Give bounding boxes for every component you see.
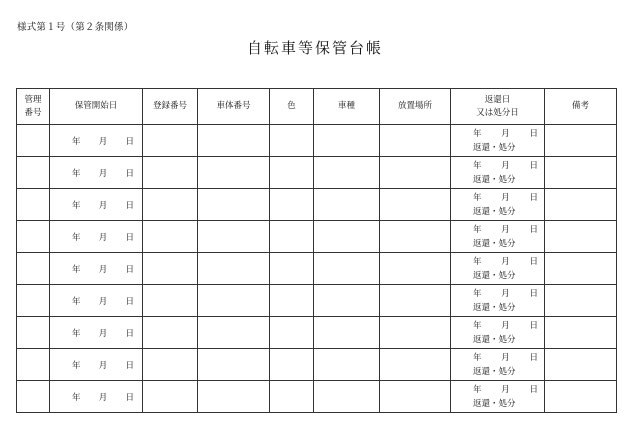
year-label: 年 [72, 232, 81, 243]
storage-start-date-cell[interactable] [50, 381, 143, 413]
month-label: 月 [501, 288, 510, 299]
month-label: 月 [98, 168, 108, 179]
header-return-line1: 返還日 [484, 94, 511, 105]
return-disposal-text: 返還・処分 [473, 206, 516, 217]
vehicle-type-cell[interactable] [314, 349, 380, 381]
month-label: 月 [98, 136, 108, 147]
body-number-cell[interactable] [198, 125, 270, 157]
management-number-cell[interactable] [17, 349, 50, 381]
return-disposal-text: 返還・処分 [473, 334, 516, 345]
month-label: 月 [501, 128, 510, 139]
vehicle-type-cell[interactable] [314, 125, 380, 157]
year-label: 年 [473, 128, 482, 139]
remarks-cell[interactable] [545, 189, 617, 221]
header-vehicle-type: 車種 [314, 89, 380, 125]
return-disposal-text: 返還・処分 [473, 270, 516, 281]
header-management-number-line1: 管理 [24, 94, 42, 105]
month-label: 月 [98, 232, 108, 243]
header-color: 色 [270, 89, 314, 125]
header-management-number-line2: 番号 [24, 107, 42, 118]
month-label: 月 [501, 320, 510, 331]
day-label: 日 [125, 296, 134, 307]
return-disposal-text: 返還・処分 [473, 142, 516, 153]
abandoned-place-cell[interactable] [380, 221, 451, 253]
day-label: 日 [529, 320, 538, 331]
header-row [17, 89, 617, 125]
year-label: 年 [473, 384, 482, 395]
year-label: 年 [72, 264, 81, 275]
year-label: 年 [72, 360, 81, 371]
color-cell[interactable] [270, 317, 314, 349]
storage-start-date-cell[interactable] [50, 317, 143, 349]
management-number-cell[interactable] [17, 125, 50, 157]
day-label: 日 [125, 392, 134, 403]
body-number-cell[interactable] [198, 157, 270, 189]
color-cell[interactable] [270, 157, 314, 189]
day-label: 日 [125, 360, 134, 371]
body-number-cell[interactable] [198, 317, 270, 349]
body-number-cell[interactable] [198, 381, 270, 413]
registration-number-cell[interactable] [143, 349, 198, 381]
remarks-cell[interactable] [545, 221, 617, 253]
ledger-body [17, 125, 617, 413]
management-number-cell[interactable] [17, 253, 50, 285]
vehicle-type-cell[interactable] [314, 253, 380, 285]
remarks-cell[interactable] [545, 317, 617, 349]
management-number-cell[interactable] [17, 317, 50, 349]
month-label: 月 [501, 224, 510, 235]
header-body-number: 車体番号 [198, 89, 270, 125]
year-label: 年 [473, 320, 482, 331]
year-label: 年 [72, 168, 81, 179]
management-number-cell[interactable] [17, 285, 50, 317]
color-cell[interactable] [270, 285, 314, 317]
abandoned-place-cell[interactable] [380, 125, 451, 157]
return-or-disposal-cell[interactable] [451, 221, 545, 253]
abandoned-place-cell[interactable] [380, 317, 451, 349]
month-label: 月 [501, 160, 510, 171]
return-disposal-text: 返還・処分 [473, 302, 516, 313]
header-remarks: 備考 [545, 89, 617, 125]
color-cell[interactable] [270, 125, 314, 157]
document-title: 自転車等保管台帳 [246, 39, 383, 57]
management-number-cell[interactable] [17, 157, 50, 189]
storage-start-date-cell[interactable] [50, 253, 143, 285]
month-label: 月 [501, 192, 510, 203]
day-label: 日 [529, 192, 538, 203]
month-label: 月 [98, 328, 108, 339]
return-disposal-text: 返還・処分 [473, 174, 516, 185]
abandoned-place-cell[interactable] [380, 253, 451, 285]
year-label: 年 [72, 392, 81, 403]
year-label: 年 [72, 200, 81, 211]
month-label: 月 [501, 352, 510, 363]
abandoned-place-cell[interactable] [380, 189, 451, 221]
year-label: 年 [473, 192, 482, 203]
abandoned-place-cell[interactable] [380, 349, 451, 381]
day-label: 日 [125, 136, 134, 147]
ledger-row [17, 221, 617, 253]
return-disposal-text: 返還・処分 [473, 398, 516, 409]
registration-number-cell[interactable] [143, 253, 198, 285]
return-or-disposal-cell[interactable] [451, 189, 545, 221]
body-number-cell[interactable] [198, 221, 270, 253]
registration-number-cell[interactable] [143, 285, 198, 317]
day-label: 日 [125, 232, 134, 243]
return-or-disposal-cell[interactable] [451, 381, 545, 413]
header-abandoned-place: 放置場所 [380, 89, 451, 125]
remarks-cell[interactable] [545, 381, 617, 413]
day-label: 日 [529, 288, 538, 299]
color-cell[interactable] [270, 253, 314, 285]
year-label: 年 [473, 288, 482, 299]
abandoned-place-cell[interactable] [380, 381, 451, 413]
month-label: 月 [98, 392, 108, 403]
year-label: 年 [473, 160, 482, 171]
body-number-cell[interactable] [198, 349, 270, 381]
vehicle-type-cell[interactable] [314, 189, 380, 221]
return-or-disposal-cell[interactable] [451, 285, 545, 317]
storage-start-date-cell[interactable] [50, 125, 143, 157]
return-or-disposal-cell[interactable] [451, 317, 545, 349]
storage-start-date-cell[interactable] [50, 157, 143, 189]
remarks-cell[interactable] [545, 157, 617, 189]
header-registration-number: 登録番号 [143, 89, 198, 125]
day-label: 日 [125, 264, 134, 275]
storage-ledger-table [16, 88, 617, 413]
vehicle-type-cell[interactable] [314, 157, 380, 189]
abandoned-place-cell[interactable] [380, 157, 451, 189]
storage-start-date-cell[interactable] [50, 221, 143, 253]
storage-start-date-cell[interactable] [50, 189, 143, 221]
month-label: 月 [98, 200, 108, 211]
header-management-number [17, 89, 50, 125]
day-label: 日 [529, 224, 538, 235]
form-label: 様式第１号（第２条関係） [17, 22, 134, 33]
year-label: 年 [72, 296, 81, 307]
return-disposal-text: 返還・処分 [473, 238, 516, 249]
color-cell[interactable] [270, 349, 314, 381]
day-label: 日 [125, 328, 134, 339]
remarks-cell[interactable] [545, 253, 617, 285]
month-label: 月 [501, 256, 510, 267]
vehicle-type-cell[interactable] [314, 381, 380, 413]
ledger-row [17, 253, 617, 285]
year-label: 年 [72, 136, 81, 147]
color-cell[interactable] [270, 381, 314, 413]
body-number-cell[interactable] [198, 253, 270, 285]
day-label: 日 [529, 352, 538, 363]
header-return-line2: 又は処分日 [476, 107, 519, 118]
vehicle-type-cell[interactable] [314, 221, 380, 253]
management-number-cell[interactable] [17, 221, 50, 253]
return-or-disposal-cell[interactable] [451, 125, 545, 157]
day-label: 日 [125, 200, 134, 211]
vehicle-type-cell[interactable] [314, 285, 380, 317]
ledger-row [17, 125, 617, 157]
header-storage-start-date: 保管開始日 [50, 89, 143, 125]
month-label: 月 [98, 360, 108, 371]
storage-start-date-cell[interactable] [50, 349, 143, 381]
body-number-cell[interactable] [198, 189, 270, 221]
remarks-cell[interactable] [545, 349, 617, 381]
registration-number-cell[interactable] [143, 317, 198, 349]
day-label: 日 [529, 384, 538, 395]
storage-start-date-cell[interactable] [50, 285, 143, 317]
day-label: 日 [529, 256, 538, 267]
ledger-row [17, 157, 617, 189]
remarks-cell[interactable] [545, 125, 617, 157]
year-label: 年 [72, 328, 81, 339]
month-label: 月 [98, 264, 108, 275]
remarks-cell[interactable] [545, 285, 617, 317]
ledger-row [17, 189, 617, 221]
return-disposal-text: 返還・処分 [473, 366, 516, 377]
registration-number-cell[interactable] [143, 221, 198, 253]
ledger-row [17, 381, 617, 413]
day-label: 日 [529, 160, 538, 171]
month-label: 月 [501, 384, 510, 395]
day-label: 日 [125, 168, 134, 179]
registration-number-cell[interactable] [143, 157, 198, 189]
registration-number-cell[interactable] [143, 189, 198, 221]
ledger-row [17, 285, 617, 317]
color-cell[interactable] [270, 189, 314, 221]
vehicle-type-cell[interactable] [314, 317, 380, 349]
year-label: 年 [473, 224, 482, 235]
management-number-cell[interactable] [17, 381, 50, 413]
header-return-or-disposal-date [451, 89, 545, 125]
ledger-row [17, 317, 617, 349]
management-number-cell[interactable] [17, 189, 50, 221]
month-label: 月 [98, 296, 108, 307]
return-or-disposal-cell[interactable] [451, 349, 545, 381]
body-number-cell[interactable] [198, 285, 270, 317]
return-or-disposal-cell[interactable] [451, 157, 545, 189]
day-label: 日 [529, 128, 538, 139]
color-cell[interactable] [270, 221, 314, 253]
abandoned-place-cell[interactable] [380, 285, 451, 317]
ledger-row [17, 349, 617, 381]
return-or-disposal-cell[interactable] [451, 253, 545, 285]
registration-number-cell[interactable] [143, 381, 198, 413]
year-label: 年 [473, 256, 482, 267]
registration-number-cell[interactable] [143, 125, 198, 157]
year-label: 年 [473, 352, 482, 363]
